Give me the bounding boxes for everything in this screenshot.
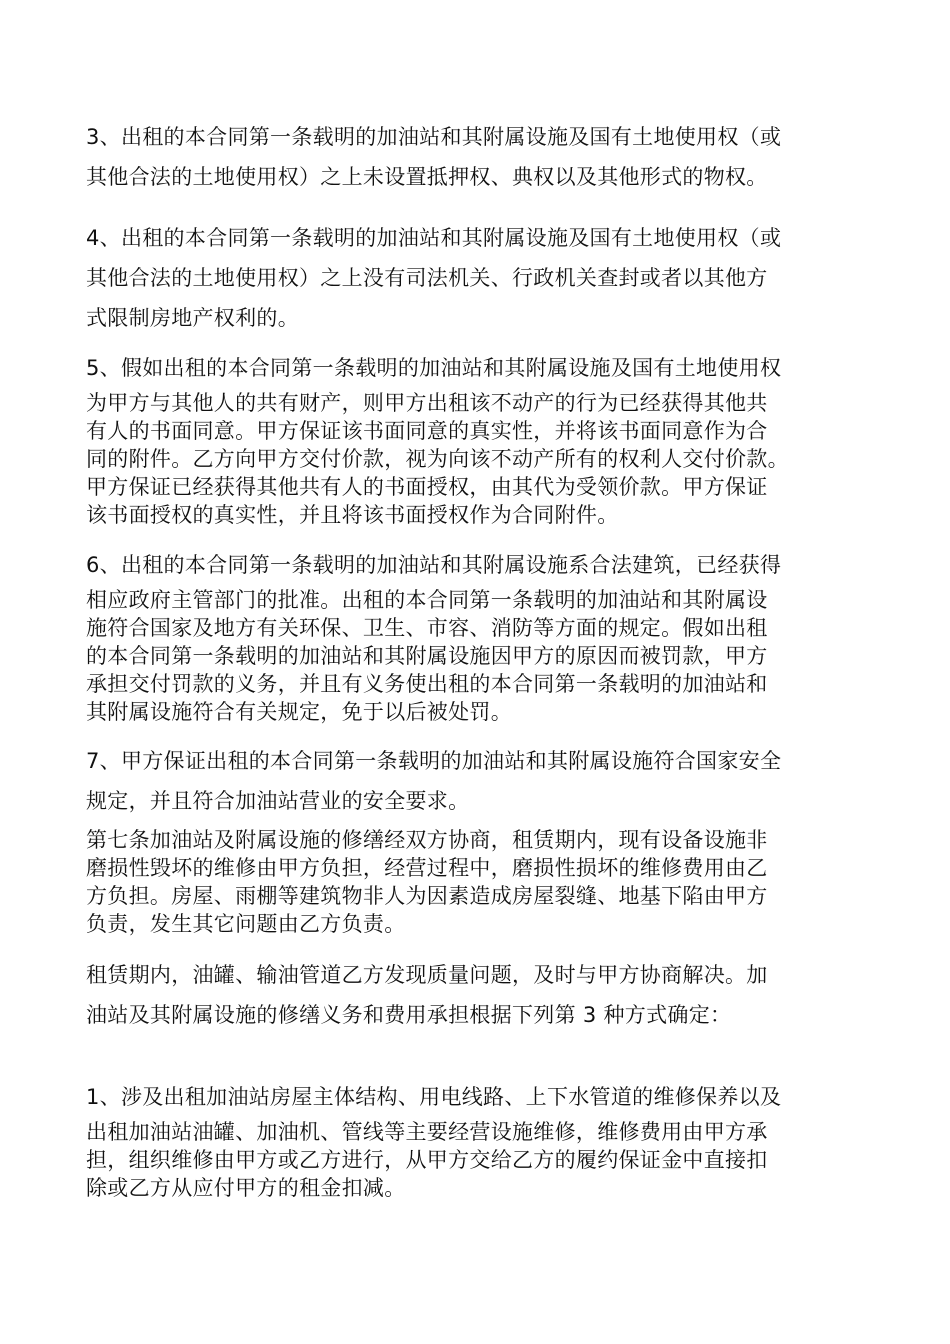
text-line: 磨损性毁坏的维修由甲方负担，经营过程中，磨损性损坏的维修费用由乙 [86, 856, 768, 880]
text-line: 除或乙方从应付甲方的租金扣减。 [86, 1176, 406, 1200]
text-line: 租赁期内，油罐、输油管道乙方发现质量问题，及时与甲方协商解决。加 [86, 963, 768, 987]
text-line: 式限制房地产权利的。 [86, 306, 299, 330]
text-line: 1、涉及出租加油站房屋主体结构、用电线路、上下水管道的维修保养以及 [86, 1085, 782, 1109]
text-line: 方负担。房屋、雨棚等建筑物非人为因素造成房屋裂缝、地基下陷由甲方 [86, 884, 768, 908]
clause-5-paragraph [86, 347, 876, 529]
text-line: 规定，并且符合加油站营业的安全要求。 [86, 789, 470, 813]
text-line: 有人的书面同意。甲方保证该书面同意的真实性，并将该书面同意作为合 [86, 419, 768, 443]
text-line: 其他合法的土地使用权）之上没有司法机关、行政机关查封或者以其他方 [86, 266, 768, 290]
text-line: 第七条加油站及附属设施的修缮经双方协商，租赁期内，现有设备设施非 [86, 828, 768, 852]
clause-6-paragraph [86, 544, 876, 726]
text-line: 其附属设施符合有关规定，免于以后被处罚。 [86, 700, 512, 724]
text-line: 担，组织维修由甲方或乙方进行，从甲方交给乙方的履约保证金中直接扣 [86, 1148, 768, 1172]
text-line: 7、甲方保证出租的本合同第一条载明的加油站和其附属设施符合国家安全 [86, 749, 782, 773]
text-line: 负责，发生其它问题由乙方负责。 [86, 912, 406, 936]
lease-period-paragraph [86, 955, 876, 1035]
text-line: 3、出租的本合同第一条载明的加油站和其附属设施及国有土地使用权（或 [86, 125, 782, 149]
text-line: 的本合同第一条载明的加油站和其附属设施因甲方的原因而被罚款，甲方 [86, 644, 768, 668]
text-line: 出租加油站油罐、加油机、管线等主要经营设施维修，维修费用由甲方承 [86, 1120, 768, 1144]
text-line: 相应政府主管部门的批准。出租的本合同第一条载明的加油站和其附属设 [86, 588, 768, 612]
text-line: 施符合国家及地方有关环保、卫生、市容、消防等方面的规定。假如出租 [86, 616, 768, 640]
text-line: 承担交付罚款的义务，并且有义务使出租的本合同第一条载明的加油站和 [86, 672, 768, 696]
text-line: 同的附件。乙方向甲方交付价款，视为向该不动产所有的权利人交付价款。 [86, 447, 789, 471]
clause-4-paragraph [86, 218, 876, 338]
text-line: 5、假如出租的本合同第一条载明的加油站和其附属设施及国有土地使用权 [86, 356, 782, 380]
text-line: 4、出租的本合同第一条载明的加油站和其附属设施及国有土地使用权（或 [86, 226, 782, 250]
text-line: 其他合法的土地使用权）之上未设置抵押权、典权以及其他形式的物权。 [86, 165, 768, 189]
text-line: 甲方保证已经获得其他共有人的书面授权，由其代为受领价款。甲方保证 [86, 475, 768, 499]
clause-3-paragraph [86, 117, 876, 197]
clause-7-paragraph [86, 741, 876, 821]
text-line: 该书面授权的真实性，并且将该书面授权作为合同附件。 [86, 503, 619, 527]
repair-item-1-paragraph [86, 1076, 876, 1202]
text-line: 6、出租的本合同第一条载明的加油站和其附属设施系合法建筑，已经获得 [86, 553, 782, 577]
article-7-paragraph [86, 826, 876, 938]
text-line: 油站及其附属设施的修缮义务和费用承担根据下列第 3 种方式确定： [86, 1003, 732, 1027]
text-line: 为甲方与其他人的共有财产，则甲方出租该不动产的行为已经获得其他共 [86, 391, 768, 415]
